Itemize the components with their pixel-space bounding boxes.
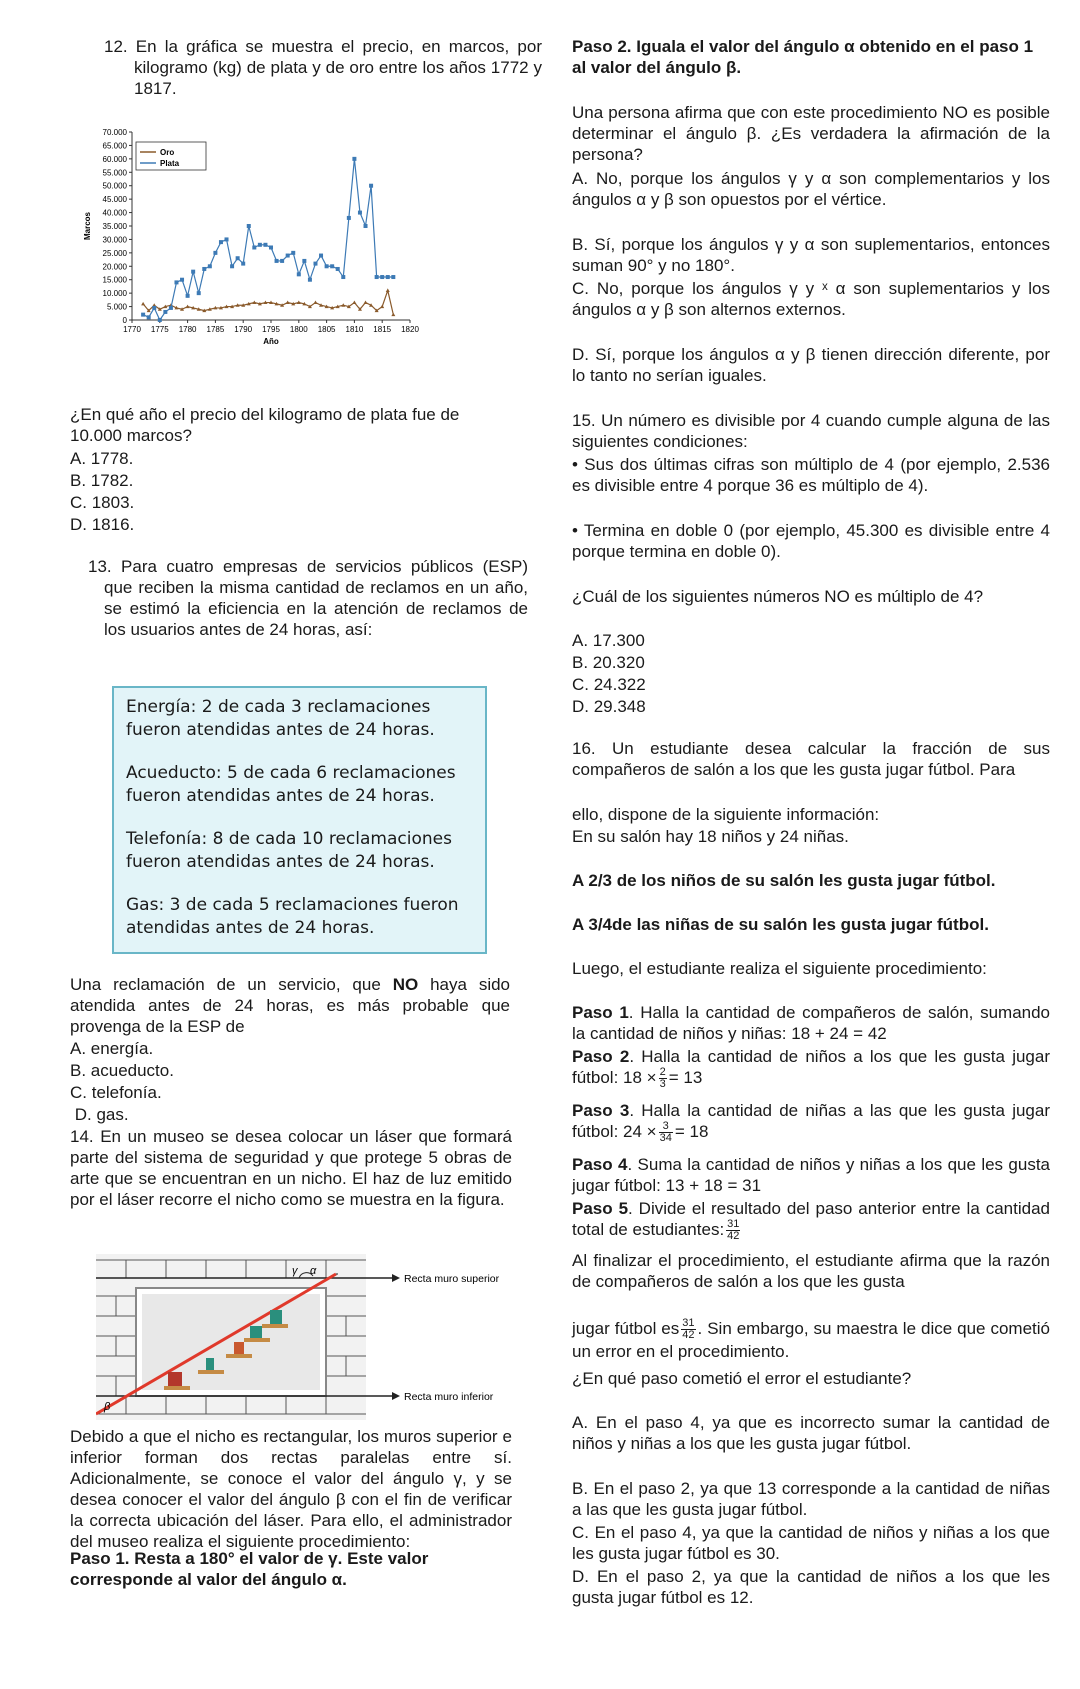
point-plata: [313, 262, 317, 266]
point-plata: [147, 315, 151, 319]
q16-final2: jugar fútbol es $\frac{31}{42}$ . Sin embargo, su maestra le dice que cometió un error en el procedimiento.: [572, 1317, 1050, 1362]
point-oro: [364, 301, 368, 305]
q13-question: Una reclamación de un servicio, que NO haya sido atendida antes de 24 horas, es más probable que provenga de la ESP de: [70, 975, 511, 1036]
q16-info: En su salón hay 18 niños y 24 niñas.: [572, 827, 849, 846]
point-plata: [213, 251, 217, 255]
x-tick-label: 1770: [123, 325, 141, 334]
x-tick-label: 1805: [317, 325, 336, 334]
label-bottom: Recta muro inferior: [404, 1391, 494, 1403]
point-plata: [352, 157, 356, 161]
gamma-label: γ: [292, 1265, 298, 1277]
series-line-plata: [143, 159, 393, 320]
q12-option-d[interactable]: D. 1816.: [70, 515, 135, 534]
point-plata: [252, 245, 256, 249]
y-tick-label: 70.000: [102, 128, 127, 137]
y-tick-label: 30.000: [102, 235, 127, 245]
q14-option-b[interactable]: B. Sí, porque los ángulos γ y α son suplementarios, entonces suman 90° y no 180°.: [572, 235, 1050, 275]
x-tick-label: 1815: [373, 325, 392, 334]
q16-option-a[interactable]: A. En el paso 4, ya que es incorrecto sumar la cantidad de niños y niñas a los que les gusta jugar fútbol.: [572, 1413, 1050, 1453]
q16-bold1: A 2/3 de los niños de su salón les gusta jugar fútbol.: [572, 871, 996, 890]
point-plata: [330, 264, 334, 268]
point-plata: [269, 245, 273, 249]
y-tick-label: 55.000: [102, 168, 127, 178]
y-tick-label: 35.000: [102, 222, 127, 231]
q14-body: Debido a que el nicho es rectangular, los muros superior e inferior forman dos rectas paralelas entre sí. Adicionalmente, se conoce el valor del ángulo γ, y se desea conocer el valor del ángulo β con el fin de verificar la correcta ubicación del láser. Para ello, el administrador del museo realiza el siguiente procedimiento:: [70, 1427, 512, 1551]
point-plata: [208, 264, 212, 268]
y-axis-title: Marcos: [83, 211, 92, 241]
point-plata: [364, 224, 368, 228]
point-plata: [219, 240, 223, 244]
y-tick-label: 60.000: [102, 154, 127, 164]
q16-stem: 16. Un estudiante desea calcular la fracción de sus compañeros de salón a los que les gusta jugar fútbol. Para: [572, 739, 1050, 779]
point-plata: [347, 216, 351, 220]
q12-question: ¿En qué año el precio del kilogramo de plata fue de 10.000 marcos?: [70, 405, 460, 445]
alpha-label: α: [310, 1265, 317, 1277]
box-energia: Energía: 2 de cada 3 reclamaciones fueron atendidas antes de 24 horas.: [126, 697, 435, 740]
y-tick-label: 0: [122, 316, 127, 325]
point-plata: [336, 267, 340, 271]
q16-option-d[interactable]: D. En el paso 2, ya que la cantidad de niños a los que les gusta jugar fútbol es 12.: [572, 1567, 1050, 1607]
x-tick-label: 1775: [150, 325, 169, 334]
legend-label: Plata: [160, 159, 180, 168]
point-oro: [380, 305, 384, 309]
y-tick-label: 45.000: [102, 195, 127, 205]
y-tick-label: 15.000: [102, 275, 127, 285]
q16-question: ¿En qué paso cometió el error el estudiante?: [572, 1369, 912, 1388]
efficiency-box: [112, 686, 487, 954]
point-plata: [236, 256, 240, 260]
laser-figure: [96, 1254, 526, 1420]
point-plata: [247, 224, 251, 228]
point-plata: [358, 211, 362, 215]
box-gas: Gas: 3 de cada 5 reclamaciones fueron atendidas antes de 24 horas.: [126, 895, 459, 938]
y-tick-label: 10.000: [102, 289, 127, 299]
paso3-fraction: $\frac{3}{34}$: [659, 1120, 672, 1145]
q14-option-c[interactable]: C. No, porque los ángulos γ y ˣ α son suplementarios y los ángulos α y β son alternos externos.: [572, 279, 1050, 319]
point-plata: [319, 254, 323, 258]
q14-step1: Paso 1. Resta a 180° el valor de γ. Este valor corresponde al valor del ángulo α.: [70, 1549, 429, 1589]
q14-step2: Paso 2. Iguala el valor del ángulo α obtenido en el paso 1 al valor del ángulo β.: [572, 37, 1034, 77]
q14-stem: 14. En un museo se desea colocar un láser que formará parte del sistema de seguridad y que protege 5 obras de arte que se encuentran en un nicho. El haz de luz emitido por el láser recorre el nicho como se muestra en la figura.: [70, 1127, 512, 1209]
point-plata: [141, 313, 145, 317]
beta-label: β: [104, 1401, 111, 1413]
point-oro: [141, 302, 145, 306]
q16-paso2: Paso 2. Halla la cantidad de niños a los que les gusta jugar fútbol: 18 × $\frac{2}{3}$ = 13: [572, 1047, 1050, 1091]
point-oro: [352, 301, 356, 305]
point-plata: [341, 275, 345, 279]
y-tick-label: 20.000: [102, 262, 127, 272]
point-plata: [174, 280, 178, 284]
q15-option-c[interactable]: C. 24.322: [572, 675, 646, 694]
x-tick-label: 1780: [178, 325, 197, 334]
series-line-oro: [143, 290, 393, 314]
point-plata: [386, 275, 390, 279]
point-plata: [302, 259, 306, 263]
point-plata: [308, 278, 312, 282]
point-plata: [375, 275, 379, 279]
q15-stem: 15. Un número es divisible por 4 cuando cumple alguna de las siguientes condiciones:: [572, 411, 1050, 451]
q13-option-b[interactable]: B. acueducto.: [70, 1061, 174, 1080]
q16-paso4: Paso 4. Suma la cantidad de niños y niñas a los que les gusta jugar fútbol: 13 + 18 = 31: [572, 1155, 1050, 1195]
q15-option-b[interactable]: B. 20.320: [572, 653, 645, 672]
point-plata: [241, 262, 245, 266]
q12-stem: 12. En la gráfica se muestra el precio, en marcos, por kilogramo (kg) de plata y de oro entre los años 1772 y 1817.: [104, 37, 542, 98]
point-oro: [391, 313, 395, 317]
point-oro: [313, 301, 317, 305]
point-oro: [386, 288, 390, 292]
point-plata: [258, 243, 262, 247]
point-plata: [169, 306, 173, 310]
q14-option-a[interactable]: A. No, porque los ángulos γ y α son complementarios y los ángulos α y β son opuestos por el vértice.: [572, 169, 1050, 209]
q16-stem2: ello, dispone de la siguiente información:: [572, 805, 880, 824]
q12-option-c[interactable]: C. 1803.: [70, 493, 135, 512]
x-tick-label: 1810: [345, 325, 364, 334]
q16-bold2: A 3/4de las niñas de su salón les gusta jugar fútbol.: [572, 915, 989, 934]
point-plata: [380, 275, 384, 279]
box-telefonia: Telefonía: 8 de cada 10 reclamaciones fueron atendidas antes de 24 horas.: [126, 829, 452, 872]
x-tick-label: 1820: [401, 325, 419, 334]
q14-question: Una persona afirma que con este procedimiento NO es posible determinar el ángulo β. ¿Es verdadera la afirmación de la persona?: [572, 103, 1050, 164]
y-tick-label: 25.000: [102, 248, 127, 258]
x-tick-label: 1795: [262, 325, 280, 334]
q15-bullet1: • Sus dos últimas cifras son múltiplo de 4 (por ejemplo, 2.536 es divisible entre 4 porque 36 es múltiplo de 4).: [572, 455, 1050, 495]
x-tick-label: 1790: [234, 325, 253, 334]
q16-paso5: Paso 5. Divide el resultado del paso anterior entre la cantidad total de estudiantes: $\frac{31}{42}$: [572, 1199, 1050, 1243]
point-plata: [291, 251, 295, 255]
legend-label: Oro: [160, 148, 175, 157]
point-plata: [230, 264, 234, 268]
point-plata: [369, 184, 373, 188]
point-plata: [191, 270, 195, 274]
q14-option-d[interactable]: D. Sí, porque los ángulos α y β tienen dirección diferente, por lo tanto no serían iguales.: [572, 345, 1050, 385]
label-top: Recta muro superior: [404, 1273, 500, 1285]
q16-paso3: Paso 3. Halla la cantidad de niñas a las que les gusta jugar fútbol: 24 × $\frac{3}{34}$ = 18: [572, 1101, 1050, 1145]
final-fraction: $\frac{31}{42}$: [682, 1317, 695, 1342]
price-chart: [80, 124, 480, 364]
point-plata: [225, 237, 229, 241]
point-plata: [186, 294, 190, 298]
q15-question: ¿Cuál de los siguientes números NO es múltiplo de 4?: [572, 587, 984, 606]
x-tick-label: 1785: [206, 325, 225, 334]
q16-paso1: Paso 1. Halla la cantidad de compañeros de salón, sumando la cantidad de niños y niñas: 18 + 24 = 42: [572, 1003, 1051, 1043]
q13-option-c[interactable]: C. telefonía.: [70, 1083, 162, 1102]
x-tick-label: 1800: [289, 325, 308, 334]
point-plata: [202, 267, 206, 271]
box-acueducto: Acueducto: 5 de cada 6 reclamaciones fueron atendidas antes de 24 horas.: [126, 763, 456, 806]
top-arrowhead: [392, 1274, 400, 1282]
q16-intro: Luego, el estudiante realiza el siguiente procedimiento:: [572, 959, 987, 978]
point-plata: [391, 275, 395, 279]
q13-stem: 13. Para cuatro empresas de servicios públicos (ESP) que reciben la misma cantidad de reclamos en un año, se estimó la eficiencia en la atención de reclamos de los usuarios antes de 24 horas, así:: [88, 557, 528, 639]
y-tick-label: 65.000: [102, 141, 127, 151]
bottom-arrowhead: [392, 1392, 400, 1400]
y-tick-label: 5.000: [106, 302, 127, 312]
paso5-fraction: $\frac{31}{42}$: [727, 1218, 740, 1243]
y-tick-label: 50.000: [102, 181, 127, 191]
q13-option-a[interactable]: A. energía.: [70, 1039, 154, 1058]
point-plata: [275, 259, 279, 263]
q12-option-a[interactable]: A. 1778.: [70, 449, 134, 468]
y-tick-label: 40.000: [102, 208, 127, 218]
q13-option-d[interactable]: D. gas.: [70, 1105, 129, 1124]
point-plata: [197, 291, 201, 295]
point-plata: [263, 243, 267, 247]
x-axis-title: Año: [263, 337, 279, 346]
point-plata: [297, 272, 301, 276]
q15-option-a[interactable]: A. 17.300: [572, 631, 645, 650]
point-plata: [163, 310, 167, 314]
point-plata: [325, 264, 329, 268]
q16-final1: Al finalizar el procedimiento, el estudiante afirma que la razón de compañeros de salón a los que les gusta: [572, 1251, 1050, 1291]
q16-option-c[interactable]: C. En el paso 4, ya que la cantidad de niños y niñas a los que les gusta jugar fútbol es 30.: [572, 1523, 1050, 1563]
q15-bullet2: • Termina en doble 0 (por ejemplo, 45.300 es divisible entre 4 porque termina en doble 0).: [572, 521, 1050, 561]
paso2-fraction: $\frac{2}{3}$: [659, 1066, 666, 1091]
q15-option-d[interactable]: D. 29.348: [572, 697, 646, 716]
q16-option-b[interactable]: B. En el paso 2, ya que 13 corresponde a la cantidad de niñas a las que les gusta jugar fútbol.: [572, 1479, 1050, 1519]
point-plata: [158, 318, 162, 322]
point-plata: [280, 259, 284, 263]
point-plata: [286, 254, 290, 258]
q12-option-b[interactable]: B. 1782.: [70, 471, 134, 490]
point-plata: [152, 306, 156, 310]
point-plata: [180, 278, 184, 282]
